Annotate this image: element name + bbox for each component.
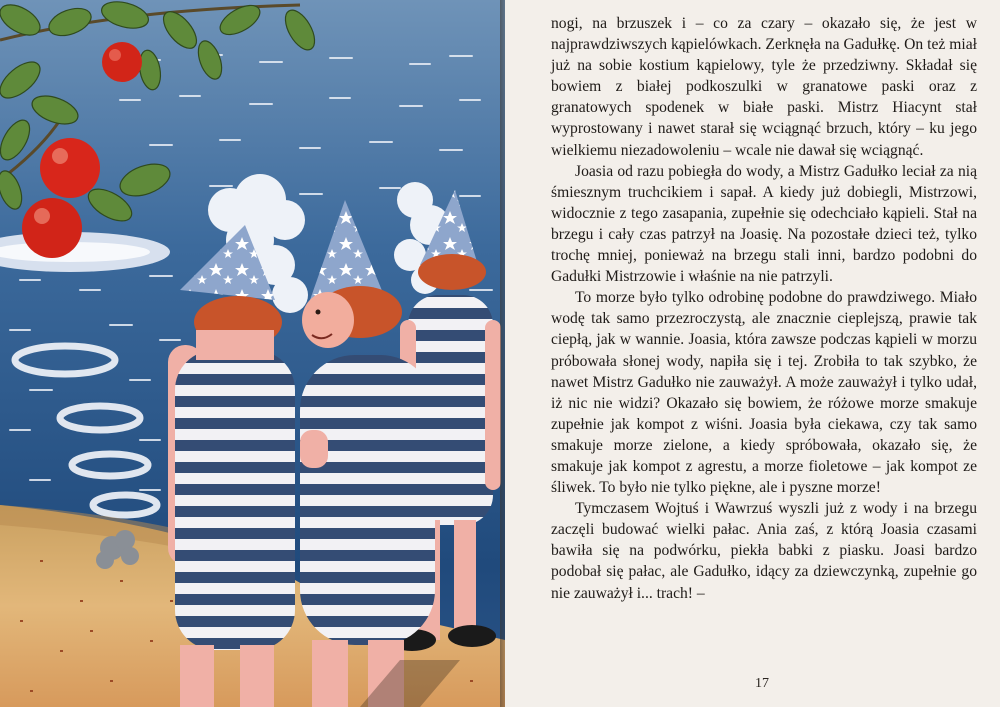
story-text: [551, 13, 977, 604]
text-page: [505, 0, 1000, 707]
page-number: 17: [755, 676, 769, 691]
paragraph-3: To morze było tylko odrobinę podobne do prawdziwego. Miało wodę tak samo przezroczystą, ale znacznie cieplejszą, prawie tak ciepłą, jak w wannie. Joasia, która zawsze podczas kąpieli w morzu próbowała słonej wody, napiła się i tej. Zrobiła to tak szybko, że nawet Mistrz Gadułko nie zauważył. A może zauważył i tylko udał, iż nic nie widzi? Okazało się bowiem, że różowe morze smakuje zupełnie jak kompot z wiśni. Joasia była ciekawa, czy tak samo smakuje morze zielone, a kiedy spróbowała, okazało się, że smakuje jak kompot z agrestu, a morze fioletowe – jak kompot ze śliwek. To było nie tylko piękne, ale i pyszne morze!: [551, 289, 977, 497]
paragraph-1: nogi, na brzuszek i – co za czary – okazało się, że jest w najprawdziwszych kąpielówkach. Zerknęła na Gadułkę. On też miał już na sobie kostium kąpielowy, tyle że przedziwny. Składał się bowiem z białej podkoszulki w granatowe paski oraz z granatowych spodenek w białe paski. Mistrz Hiacynt stał wyprostowany i nawet starał się wciągnąć brzuch, który – ku jego wielkiemu niezadowoleniu – wcale nie dawał się wciągnąć.: [551, 15, 977, 159]
paragraph-2: Joasia od razu pobiegła do wody, a Mistrz Gadułko leciał za nią śmiesznym truchcikiem i sapał. A kiedy już dobiegli, Mistrzowi, widocznie z tego zasapania, zupełnie się odechciało kąpieli. Stał na brzegu i cały czas patrzył na Joasię. Na pozostałe dzieci też, tylko trochę mniej, ponieważ na brzegu stali inni, bardzo podobni do Gadułki Mistrzowie i właśnie na nie patrzyli.: [551, 162, 977, 286]
paragraph-4: Tymczasem Wojtuś i Wawrzuś wyszli już z wody i na brzegu zaczęli budować wielki pałac. Ania zaś, z którą Joasia czasami bawiła się na podwórku, piekła babki z piasku. Joasi bardzo podobał się pałac, ale Gadułko, idący za dziewczynką, zupełnie go nie zauważył i... trach! –: [551, 500, 977, 602]
